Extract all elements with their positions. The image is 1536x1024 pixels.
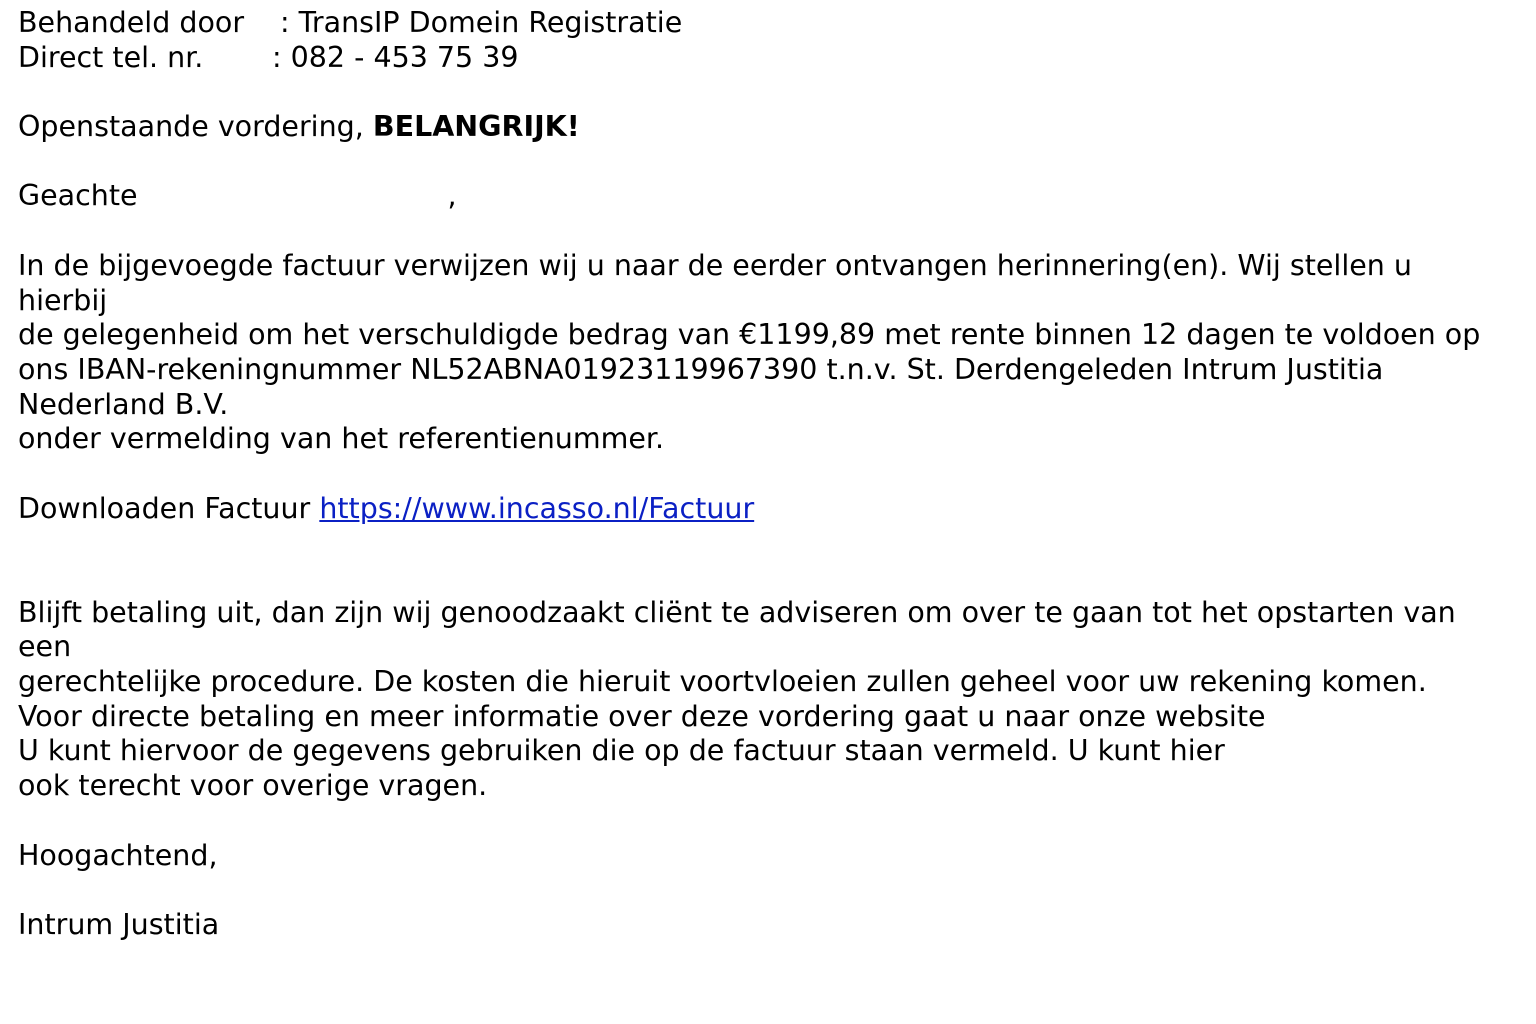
paragraph-line: de gelegenheid om het verschuldigde bedrag van €1199,89 met rente binnen 12 dagen te voldoen op <box>18 318 1481 352</box>
paragraph-line: Voor directe betaling en meer informatie over deze vordering gaat u naar onze website <box>18 699 1266 733</box>
download-line <box>18 492 1528 527</box>
paragraph-line: Blijft betaling uit, dan zijn wij genoodzaakt cliënt te adviseren om over te gaan tot het opstarten van <box>18 595 1456 629</box>
greeting-salutation: Geachte <box>18 179 138 213</box>
paragraph-line: gerechtelijke procedure. De kosten die hieruit voortvloeien zullen geheel voor uw rekening komen. <box>18 665 1427 699</box>
paragraph-legal-warning <box>18 596 1528 804</box>
signature-line: Intrum Justitia <box>18 907 220 941</box>
paragraph-line: ook terecht voor overige vragen. <box>18 769 488 803</box>
greeting-line <box>18 179 1528 214</box>
paragraph-line: onder vermelding van het referentienummer. <box>18 422 665 456</box>
paragraph-line: een <box>18 630 72 664</box>
paragraph-line: U kunt hiervoor de gegevens gebruiken die op de factuur staan vermeld. U kunt hier <box>18 734 1225 768</box>
closing-line: Hoogachtend, <box>18 838 218 872</box>
paragraph-line: Nederland B.V. <box>18 387 229 421</box>
email-body <box>18 6 1528 943</box>
handled-by-value: : TransIP Domein Registratie <box>280 6 683 39</box>
handled-by-label: Behandeld door <box>18 6 245 39</box>
subject-prefix: Openstaande vordering, <box>18 110 373 144</box>
paragraph-line: ons IBAN-rekeningnummer NL52ABNA01923119967390 t.n.v. St. Derdengeleden Intrum Justitia <box>18 352 1384 386</box>
subject-line <box>18 110 1528 145</box>
invoice-download-link[interactable]: https://www.incasso.nl/Factuur <box>319 491 755 525</box>
phone-value: : 082 - 453 75 39 <box>272 40 519 74</box>
phone-label: Direct tel. nr. <box>18 40 204 74</box>
paragraph-payment-request <box>18 249 1528 457</box>
subject-emphasis: BELANGRIJK! <box>372 110 580 144</box>
handled-by-row <box>18 6 1528 41</box>
paragraph-line: In de bijgevoegde factuur verwijzen wij u naar de eerder ontvangen herinnering(en). Wij stellen u <box>18 248 1412 282</box>
paragraph-line: hierbij <box>18 283 108 317</box>
phone-row <box>18 41 1528 76</box>
download-label: Downloaden Factuur <box>18 491 320 525</box>
greeting-comma: , <box>447 179 457 213</box>
